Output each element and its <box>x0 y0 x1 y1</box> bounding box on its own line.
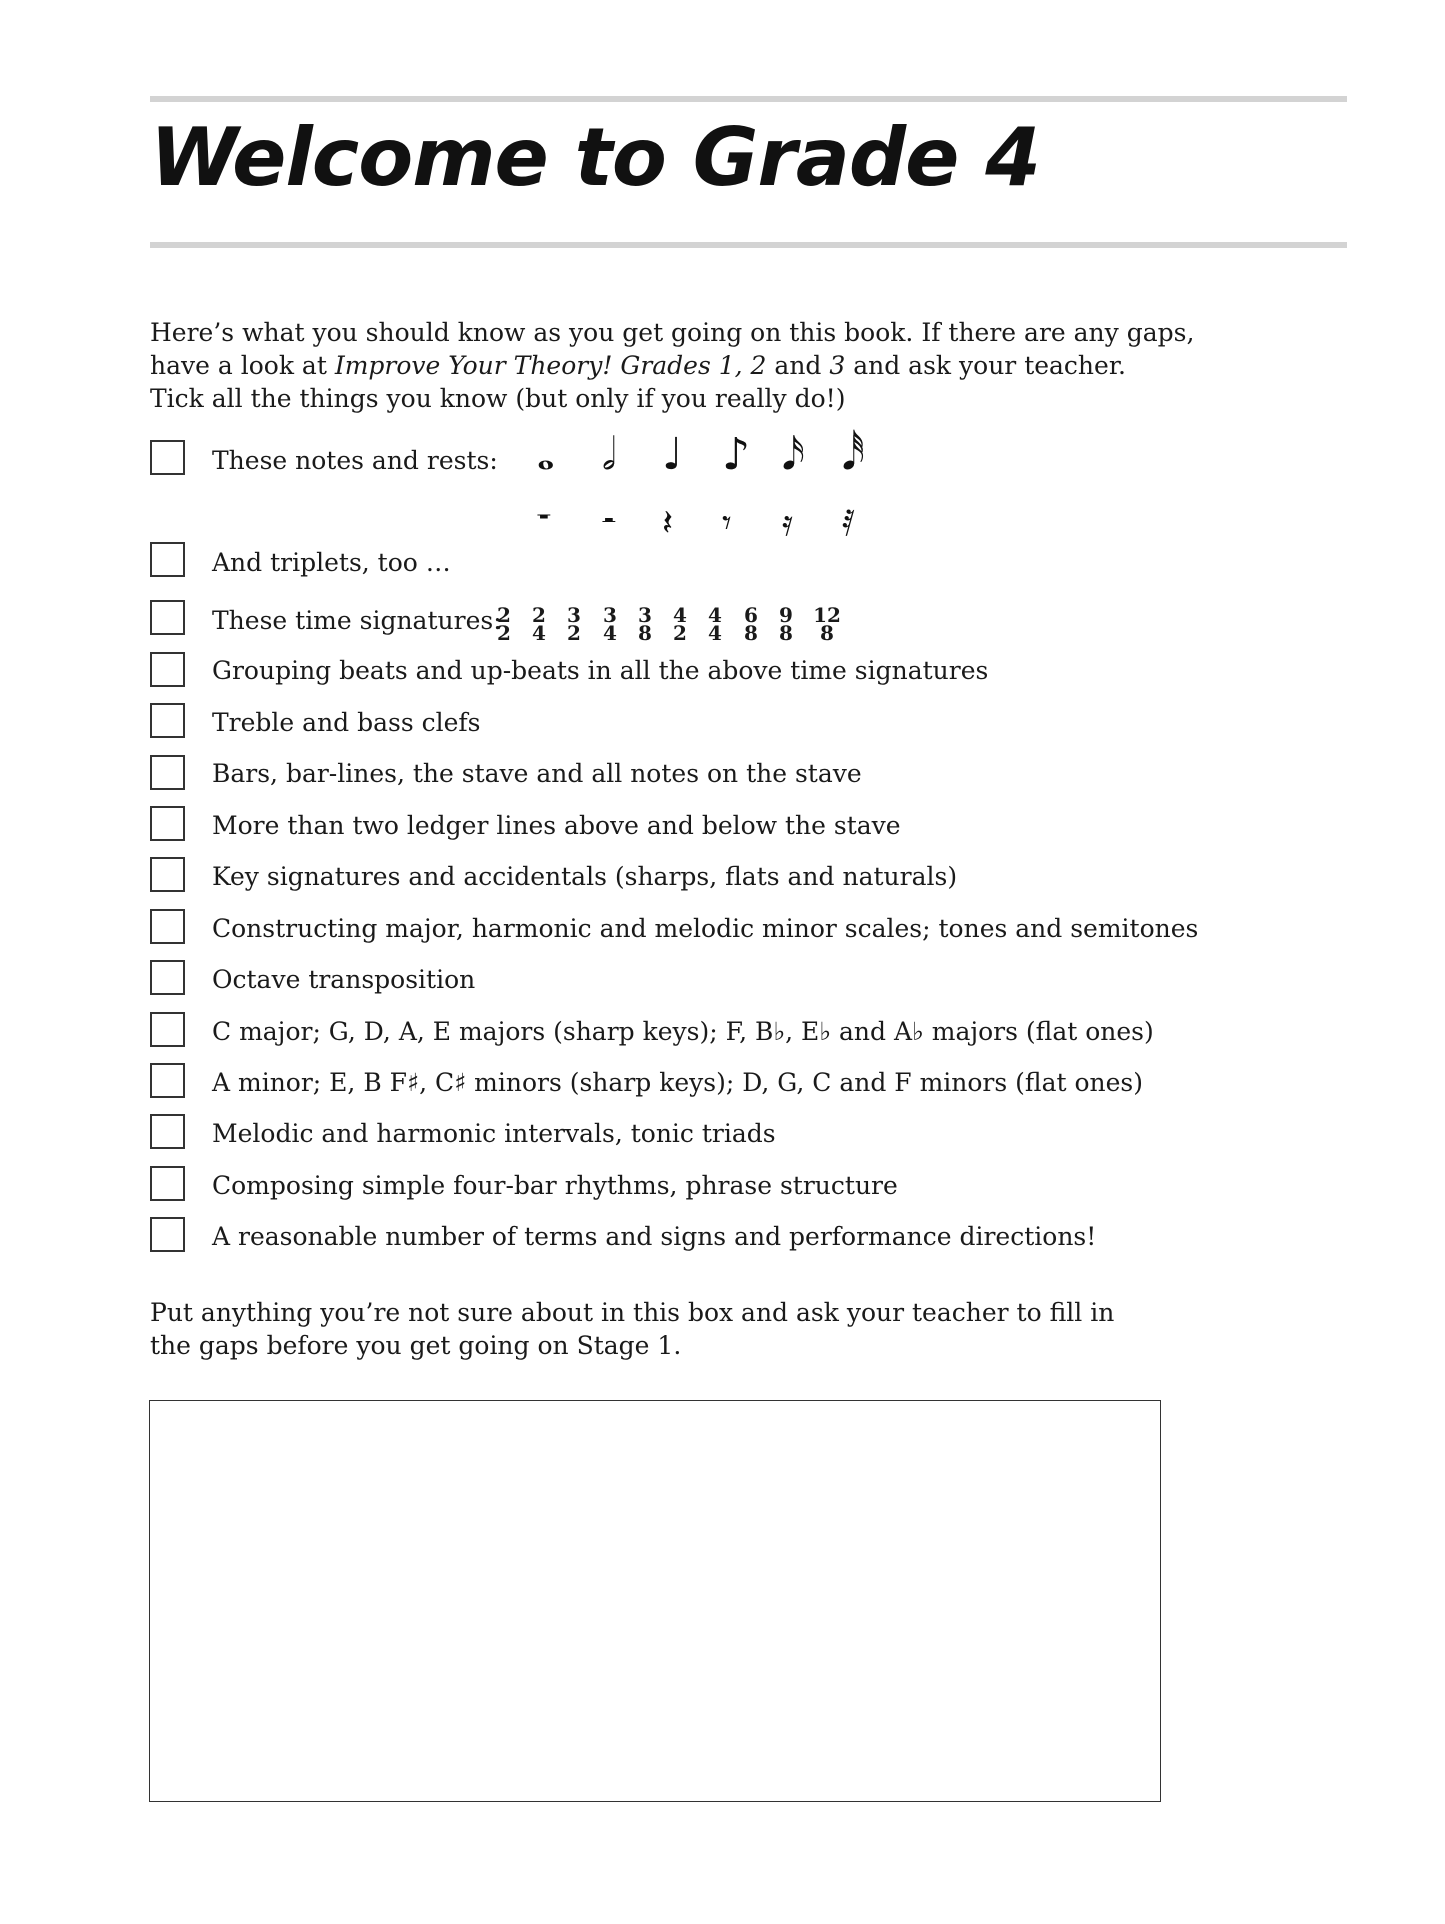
checkbox-key-signatures[interactable] <box>150 857 185 892</box>
checkbox-composing[interactable] <box>150 1166 185 1201</box>
outro-text <box>150 1296 1114 1362</box>
grade-number: 3 <box>829 351 846 380</box>
item-intervals: Melodic and harmonic intervals, tonic triads <box>212 1119 776 1148</box>
bottom-rule <box>150 242 1347 248</box>
crotchet-note-icon: ♩ <box>662 429 683 480</box>
time-signature: 3 2 <box>567 603 581 645</box>
item-terms: A reasonable number of terms and signs and performance directions! <box>212 1222 1097 1251</box>
checkbox-clefs[interactable] <box>150 703 185 738</box>
item-triplets: And triplets, too … <box>212 548 451 577</box>
demisemiquaver-note-icon: 𝅘𝅥𝅰 <box>842 429 865 480</box>
time-signature: 2 2 <box>497 603 511 645</box>
checkbox-time-signatures[interactable] <box>150 600 185 635</box>
time-signature: 3 8 <box>638 603 652 645</box>
item-minor-keys: A minor; E, B F♯, C♯ minors (sharp keys); D, G, C and F minors (flat ones) <box>212 1068 1144 1097</box>
intro-line-2-post: and ask your teacher. <box>845 351 1126 380</box>
quaver-note-icon: ♪ <box>722 429 751 480</box>
item-key-signatures: Key signatures and accidentals (sharps, flats and naturals) <box>212 862 958 891</box>
time-signature: 9 8 <box>779 603 793 645</box>
item-ledger-lines: More than two ledger lines above and below the stave <box>212 811 901 840</box>
item-clefs: Treble and bass clefs <box>212 708 481 737</box>
time-signature: 12 8 <box>813 603 841 645</box>
checkbox-notes-rests[interactable] <box>150 440 185 475</box>
checkbox-triplets[interactable] <box>150 542 185 577</box>
intro-line-2-mid: and <box>766 351 830 380</box>
intro-line-2-pre: have a look at <box>150 351 335 380</box>
item-bars: Bars, bar-lines, the stave and all notes on the stave <box>212 759 862 788</box>
semibreve-note-icon: 𝅝 <box>537 429 555 480</box>
notes-answer-box[interactable] <box>149 1400 1161 1802</box>
checkbox-bars[interactable] <box>150 755 185 790</box>
intro-line-3: Tick all the things you know (but only if you really do!) <box>150 384 846 413</box>
checkbox-ledger-lines[interactable] <box>150 806 185 841</box>
minim-rest-icon: 𝄼 <box>602 503 616 544</box>
item-composing: Composing simple four-bar rhythms, phrase structure <box>212 1171 898 1200</box>
checkbox-grouping[interactable] <box>150 652 185 687</box>
time-signature: 2 4 <box>532 603 546 645</box>
checkbox-terms[interactable] <box>150 1217 185 1252</box>
item-octave-transposition: Octave transposition <box>212 965 476 994</box>
time-signature: 6 8 <box>744 603 758 645</box>
item-scales: Constructing major, harmonic and melodic minor scales; tones and semitones <box>212 914 1199 943</box>
item-notes-rests: These notes and rests: <box>212 446 498 475</box>
checkbox-octave-transposition[interactable] <box>150 960 185 995</box>
time-signature: 4 4 <box>708 603 722 645</box>
top-rule <box>150 96 1347 102</box>
time-signature: 3 4 <box>603 603 617 645</box>
item-time-signatures: These time signatures: <box>212 606 502 635</box>
semibreve-rest-icon: 𝄻 <box>537 503 551 544</box>
book-title: Improve Your Theory! Grades 1, 2 <box>334 351 767 380</box>
item-grouping: Grouping beats and up-beats in all the above time signatures <box>212 656 989 685</box>
checkbox-intervals[interactable] <box>150 1114 185 1149</box>
crotchet-rest-icon: 𝄽 <box>662 503 674 544</box>
outro-line-1: Put anything you’re not sure about in this box and ask your teacher to fill in <box>150 1298 1115 1327</box>
intro-line-2 <box>150 349 1250 382</box>
time-signature: 4 2 <box>673 603 687 645</box>
intro-text <box>150 316 1250 415</box>
page-title: Welcome to Grade 4 <box>150 111 1040 204</box>
demisemiquaver-rest-icon: 𝅀 <box>842 503 856 544</box>
quaver-rest-icon: 𝄾 <box>722 503 732 544</box>
intro-line-1: Here’s what you should know as you get going on this book. If there are any gaps, <box>150 318 1195 347</box>
checkbox-scales[interactable] <box>150 909 185 944</box>
semiquaver-rest-icon: 𝄿 <box>782 503 794 544</box>
checkbox-major-keys[interactable] <box>150 1012 185 1047</box>
minim-note-icon: 𝅗𝅥 <box>602 429 616 480</box>
semiquaver-note-icon: 𝅘𝅥𝅯 <box>782 429 805 480</box>
checkbox-minor-keys[interactable] <box>150 1063 185 1098</box>
item-major-keys: C major; G, D, A, E majors (sharp keys); F, B♭, E♭ and A♭ majors (flat ones) <box>212 1017 1154 1046</box>
outro-line-2: the gaps before you get going on Stage 1. <box>150 1331 682 1360</box>
